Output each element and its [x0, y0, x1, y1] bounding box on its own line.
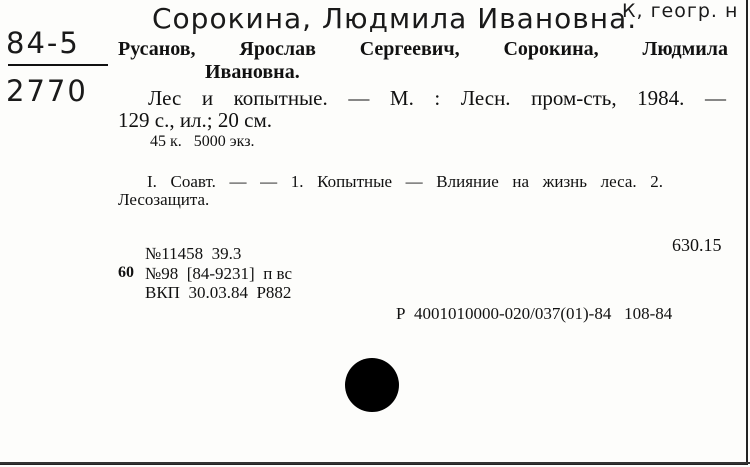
shelf-mark-bottom: 2770	[6, 74, 88, 108]
subjects-line1: I. Соавт. — — 1. Копытные — Влияние на жизнь леса. 2.	[147, 172, 663, 191]
shelf-mark-underline	[8, 64, 108, 66]
shelf-mark-top: 84-5	[6, 26, 80, 60]
author-heading-line1: Русанов, Ярослав Сергеевич, Сорокина, Людмила	[118, 38, 728, 60]
registry-line2: №98 [84-9231] п вс	[145, 264, 293, 283]
punch-hole	[345, 358, 399, 412]
publisher-code: Р 4001010000-020/037(01)-84 108-84	[396, 304, 673, 323]
subjects-line2: Лесозащита.	[118, 190, 210, 209]
handwritten-author: Сорокина, Людмила Ивановна.	[152, 2, 638, 35]
title-imprint-line1: Лес и копытные. — М. : Лесн. пром-сть, 1984. —	[148, 86, 726, 110]
card-bottom-edge	[0, 462, 750, 464]
price-run: 45 к. 5000 экз.	[150, 133, 255, 150]
classification-number: 630.15	[672, 235, 722, 255]
registry-line1: №11458 39.3	[145, 244, 242, 263]
registry-prefix: 60	[118, 264, 134, 281]
title-imprint-line2: 129 с., ил.; 20 см.	[118, 108, 272, 132]
handwritten-corner-note: К, геогр. н	[622, 0, 739, 22]
author-heading-line2: Ивановна.	[205, 61, 300, 83]
registry-line3: ВКП 30.03.84 Р882	[145, 283, 292, 302]
